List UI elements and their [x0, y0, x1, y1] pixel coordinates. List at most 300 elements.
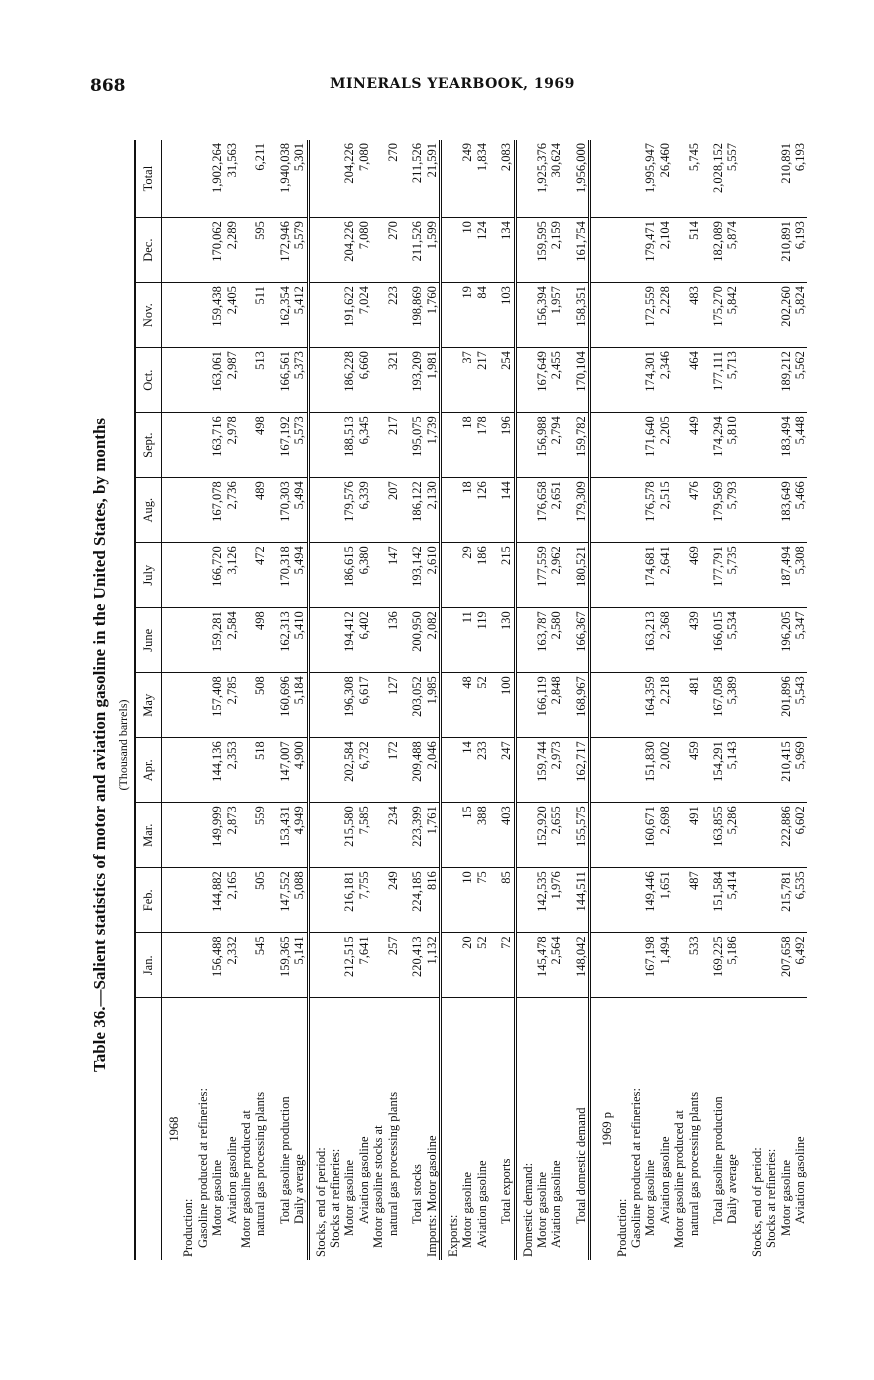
table-cell: 160,671 [643, 803, 657, 868]
table-row [725, 140, 739, 1260]
table-cell [672, 803, 686, 868]
row-label: Motor gasoline [210, 1159, 225, 1236]
table-cell: 469 [687, 543, 701, 608]
header-label [135, 998, 162, 1260]
table-cell [521, 608, 535, 673]
table-cell: 2,083 [499, 140, 515, 218]
spacer-row [701, 140, 711, 1260]
table-cell: 7,585 [357, 803, 371, 868]
page-number: 868 [90, 76, 126, 96]
table-cell: 5,543 [793, 673, 807, 738]
table-cell [672, 140, 686, 218]
table-cell: 171,640 [643, 413, 657, 478]
table-cell: 220,413 [410, 933, 424, 998]
table-cell: 2,698 [658, 803, 672, 868]
table-cell: 179,576 [342, 478, 356, 543]
table-cell: 72 [499, 933, 515, 998]
table-cell [615, 478, 629, 543]
table-cell [595, 283, 614, 348]
table-cell: 513 [253, 348, 267, 413]
table-cell [615, 348, 629, 413]
table-cell [521, 673, 535, 738]
table-cell [371, 933, 385, 998]
table-cell: 2,515 [658, 478, 672, 543]
table-cell [371, 673, 385, 738]
table-cell [595, 218, 614, 283]
table-cell [328, 218, 342, 283]
table-cell: 6,492 [793, 933, 807, 998]
table-cell: 6,402 [357, 608, 371, 673]
table-cell: 2,353 [225, 738, 239, 803]
table-cell [595, 140, 614, 218]
table-cell: 459 [687, 738, 701, 803]
table-cell [446, 608, 460, 673]
table-cell [764, 738, 778, 803]
table-cell: 177,791 [711, 543, 725, 608]
table-cell [371, 478, 385, 543]
table-cell [740, 868, 750, 933]
table-cell [672, 283, 686, 348]
table-cell [750, 283, 764, 348]
table-cell: 144 [499, 478, 515, 543]
table-cell [595, 608, 614, 673]
table-cell: 2,455 [549, 348, 563, 413]
table-cell: 2,584 [225, 608, 239, 673]
column-header: Aug. [135, 478, 162, 543]
table-cell [672, 608, 686, 673]
table-cell: 1,985 [425, 673, 441, 738]
table-cell [615, 413, 629, 478]
table-cell: 508 [253, 673, 267, 738]
table-cell: 6,602 [793, 803, 807, 868]
table-cell: 1,940,038 [278, 140, 292, 218]
table-cell [521, 218, 535, 283]
table-cell: 5,414 [725, 868, 739, 933]
table-cell: 270 [386, 218, 400, 283]
table-cell [446, 803, 460, 868]
table-cell [701, 218, 711, 283]
table-cell [446, 283, 460, 348]
table-cell [764, 283, 778, 348]
table-cell [489, 608, 499, 673]
table-cell [701, 608, 711, 673]
table-cell: 20 [460, 933, 474, 998]
table-cell: 119 [475, 608, 489, 673]
table-cell [564, 543, 574, 608]
table-cell: 489 [253, 478, 267, 543]
table-cell: 511 [253, 283, 267, 348]
table-cell: 2,987 [225, 348, 239, 413]
row-label: natural gas processing plants [385, 1091, 400, 1236]
table-row [196, 140, 210, 1260]
row-label: Motor gasoline [643, 1159, 658, 1236]
table-cell [521, 478, 535, 543]
table-cell: 1,599 [425, 218, 441, 283]
column-header: Dec. [135, 218, 162, 283]
table-cell: 172 [386, 738, 400, 803]
table-cell [489, 673, 499, 738]
table-cell: 2,218 [658, 673, 672, 738]
table-cell [268, 673, 278, 738]
table-cell: 162,313 [278, 608, 292, 673]
table-cell [328, 478, 342, 543]
table-cell [521, 348, 535, 413]
table-cell: 134 [499, 218, 515, 283]
table-cell: 179,569 [711, 478, 725, 543]
table-cell: 487 [687, 868, 701, 933]
row-label: Stocks at refineries: [764, 1148, 779, 1248]
row-label: natural gas processing plants [686, 1091, 701, 1236]
row-label: Aviation gasoline [793, 1136, 808, 1224]
table-cell: 2,405 [225, 283, 239, 348]
table-cell: 37 [460, 348, 474, 413]
table-cell: 144,136 [210, 738, 224, 803]
table-cell [314, 608, 328, 673]
table-cell [595, 803, 614, 868]
table-cell: 84 [475, 283, 489, 348]
table-cell [489, 413, 499, 478]
table-cell [564, 998, 574, 1260]
table-cell [239, 803, 253, 868]
row-label: Motor gasoline stocks at [371, 1125, 386, 1248]
table-cell [764, 608, 778, 673]
table-cell [400, 673, 410, 738]
table-cell [239, 673, 253, 738]
year-label: 1968 [167, 1116, 181, 1142]
table-cell [750, 673, 764, 738]
table-cell [239, 413, 253, 478]
table-cell [629, 283, 643, 348]
header-row [135, 140, 162, 1260]
table-cell: 152,920 [535, 803, 549, 868]
table-cell [629, 868, 643, 933]
table-row [357, 140, 371, 1260]
table-cell [615, 933, 629, 998]
table-cell [701, 803, 711, 868]
table-cell [489, 283, 499, 348]
table-cell [400, 218, 410, 283]
table-cell: 2,332 [225, 933, 239, 998]
table-cell [268, 608, 278, 673]
table-cell [371, 543, 385, 608]
table-cell [162, 478, 182, 543]
table-cell: 481 [687, 673, 701, 738]
table-cell [764, 218, 778, 283]
table-cell: 179,471 [643, 218, 657, 283]
table-row [521, 140, 535, 1260]
table-cell: 210,891 [779, 140, 793, 218]
table-cell [268, 218, 278, 283]
table-cell [629, 140, 643, 218]
table-cell [740, 283, 750, 348]
year-label: 1969 p [600, 1111, 615, 1147]
table-cell [268, 803, 278, 868]
table-cell [196, 283, 210, 348]
table-row [460, 140, 474, 1260]
table-cell [672, 348, 686, 413]
table-cell [672, 478, 686, 543]
table-cell: 174,681 [643, 543, 657, 608]
table-cell [764, 478, 778, 543]
table-cell: 472 [253, 543, 267, 608]
table-cell: 3,126 [225, 543, 239, 608]
table-cell: 169,225 [711, 933, 725, 998]
table-cell [268, 348, 278, 413]
table-cell [521, 933, 535, 998]
table-cell: 211,526 [410, 140, 424, 218]
table-cell: 5,308 [793, 543, 807, 608]
table-cell [564, 803, 574, 868]
table-cell [196, 803, 210, 868]
table-cell: 147,007 [278, 738, 292, 803]
table-cell [400, 608, 410, 673]
table-cell [701, 283, 711, 348]
table-cell: 518 [253, 738, 267, 803]
table-cell [314, 868, 328, 933]
table-cell [400, 348, 410, 413]
table-row [779, 140, 793, 1260]
table-cell: 2,973 [549, 738, 563, 803]
row-label: Motor gasoline produced at [672, 1110, 687, 1248]
table-cell: 2,346 [658, 348, 672, 413]
table-cell: 2,651 [549, 478, 563, 543]
table-cell: 156,488 [210, 933, 224, 998]
table-row [793, 140, 807, 1260]
table-cell [595, 413, 614, 478]
table-cell [750, 478, 764, 543]
table-cell [629, 608, 643, 673]
table-cell: 18 [460, 413, 474, 478]
table-cell: 1,902,264 [210, 140, 224, 218]
table-cell [328, 283, 342, 348]
table-cell [672, 673, 686, 738]
table-cell: 5,410 [292, 608, 308, 673]
table-cell [196, 933, 210, 998]
table-cell: 167,078 [210, 478, 224, 543]
table-cell: 186 [475, 543, 489, 608]
table-cell [701, 543, 711, 608]
table-cell: 6,211 [253, 140, 267, 218]
table-cell [629, 413, 643, 478]
table-cell: 126 [475, 478, 489, 543]
table-cell: 464 [687, 348, 701, 413]
table-row [181, 140, 195, 1260]
table-cell: 167,192 [278, 413, 292, 478]
row-label: Aviation gasoline [549, 1160, 564, 1248]
table-cell: 2,848 [549, 673, 563, 738]
table-cell: 172,946 [278, 218, 292, 283]
table-cell [371, 803, 385, 868]
table-cell: 5,745 [687, 140, 701, 218]
table-cell: 202,260 [779, 283, 793, 348]
table-cell: 202,584 [342, 738, 356, 803]
table-cell [400, 868, 410, 933]
table-cell [328, 348, 342, 413]
table-cell [162, 413, 182, 478]
table-cell [162, 933, 182, 998]
table-cell: 130 [499, 608, 515, 673]
table-cell: 75 [475, 868, 489, 933]
table-cell: 162,717 [574, 738, 590, 803]
table-cell: 200,950 [410, 608, 424, 673]
table-cell [371, 738, 385, 803]
table-row [499, 140, 515, 1260]
table-cell: 187,494 [779, 543, 793, 608]
row-label: Total domestic demand [573, 1107, 588, 1224]
table-cell: 100 [499, 673, 515, 738]
table-cell [181, 140, 195, 218]
table-cell [595, 738, 614, 803]
table-cell [740, 413, 750, 478]
row-label: Motor gasoline [342, 1159, 357, 1236]
table-cell: 180,521 [574, 543, 590, 608]
table-cell [672, 218, 686, 283]
table-cell [701, 348, 711, 413]
table-cell: 321 [386, 348, 400, 413]
table-cell: 2,641 [658, 543, 672, 608]
table-cell: 5,141 [292, 933, 308, 998]
table-cell [328, 933, 342, 998]
year-row [162, 140, 182, 1260]
table-cell: 166,119 [535, 673, 549, 738]
table-cell [314, 218, 328, 283]
table-cell [750, 140, 764, 218]
table-cell [764, 348, 778, 413]
table-cell [489, 140, 499, 218]
table-cell [564, 478, 574, 543]
table-cell [400, 738, 410, 803]
table-cell: 163,855 [711, 803, 725, 868]
table-cell [268, 478, 278, 543]
table-cell: 6,535 [793, 868, 807, 933]
table-cell: 514 [687, 218, 701, 283]
table-cell: 5,184 [292, 673, 308, 738]
table-cell [764, 673, 778, 738]
table-cell [740, 673, 750, 738]
row-label: Stocks, end of period: [313, 1147, 328, 1257]
table-cell: 166,367 [574, 608, 590, 673]
table-cell [615, 803, 629, 868]
table-cell: 483 [687, 283, 701, 348]
table-cell: 2,028,152 [711, 140, 725, 218]
table-cell: 172,559 [643, 283, 657, 348]
table-cell [740, 998, 750, 1260]
table-cell: 5,735 [725, 543, 739, 608]
table-cell: 176,578 [643, 478, 657, 543]
table-cell [750, 543, 764, 608]
table-cell: 254 [499, 348, 515, 413]
table-cell: 5,562 [793, 348, 807, 413]
table-cell [446, 478, 460, 543]
table-cell [328, 868, 342, 933]
table-cell: 151,584 [711, 868, 725, 933]
table-cell: 10 [460, 868, 474, 933]
table-cell [521, 283, 535, 348]
table-cell [595, 933, 614, 998]
column-header: Oct. [135, 348, 162, 413]
table-cell: 212,515 [342, 933, 356, 998]
table-cell: 156,988 [535, 413, 549, 478]
table-cell [446, 218, 460, 283]
table-cell: 1,925,376 [535, 140, 549, 218]
table-cell: 476 [687, 478, 701, 543]
column-header: Jan. [135, 933, 162, 998]
table-cell: 5,793 [725, 478, 739, 543]
table-cell [764, 933, 778, 998]
table-row [292, 140, 308, 1260]
spacer-row [268, 140, 278, 1260]
table-cell [400, 998, 410, 1260]
table-cell: 449 [687, 413, 701, 478]
table-cell [750, 608, 764, 673]
table-cell [764, 140, 778, 218]
table-cell [328, 673, 342, 738]
table-cell: 18 [460, 478, 474, 543]
table-cell [181, 218, 195, 283]
table-cell [489, 543, 499, 608]
table-cell [371, 140, 385, 218]
table-cell: 177,111 [711, 348, 725, 413]
spacer-row [400, 140, 410, 1260]
table-cell: 166,015 [711, 608, 725, 673]
table-cell: 153,431 [278, 803, 292, 868]
table-cell: 498 [253, 608, 267, 673]
table-cell: 170,062 [210, 218, 224, 283]
table-cell: 149,999 [210, 803, 224, 868]
table-cell: 5,412 [292, 283, 308, 348]
table-cell [629, 933, 643, 998]
column-header: Total [135, 140, 162, 218]
table-cell: 19 [460, 283, 474, 348]
table-cell: 1,132 [425, 933, 441, 998]
table-cell [446, 413, 460, 478]
table-cell [629, 543, 643, 608]
table-cell: 6,380 [357, 543, 371, 608]
table-cell: 4,949 [292, 803, 308, 868]
table-cell: 233 [475, 738, 489, 803]
table-cell [371, 608, 385, 673]
table-cell [701, 998, 711, 1260]
table-cell [196, 348, 210, 413]
row-label: Production: [614, 1198, 629, 1257]
table-cell [400, 543, 410, 608]
table-cell: 170,303 [278, 478, 292, 543]
table-cell: 545 [253, 933, 267, 998]
table-cell [750, 803, 764, 868]
table-cell: 1,760 [425, 283, 441, 348]
table-cell: 145,478 [535, 933, 549, 998]
table-cell: 196,308 [342, 673, 356, 738]
table-cell: 4,900 [292, 738, 308, 803]
table-cell [328, 738, 342, 803]
table-cell [196, 608, 210, 673]
table-cell: 166,561 [278, 348, 292, 413]
table-cell [314, 283, 328, 348]
table-cell: 2,082 [425, 608, 441, 673]
column-header: Mar. [135, 803, 162, 868]
table-cell: 159,281 [210, 608, 224, 673]
table-cell [595, 478, 614, 543]
table-cell [489, 218, 499, 283]
table-cell [371, 348, 385, 413]
table-cell: 21,591 [425, 140, 441, 218]
table-cell [239, 478, 253, 543]
table-cell: 186,228 [342, 348, 356, 413]
table-cell: 5,810 [725, 413, 739, 478]
table-cell [672, 868, 686, 933]
table-cell: 52 [475, 933, 489, 998]
table-cell [750, 868, 764, 933]
